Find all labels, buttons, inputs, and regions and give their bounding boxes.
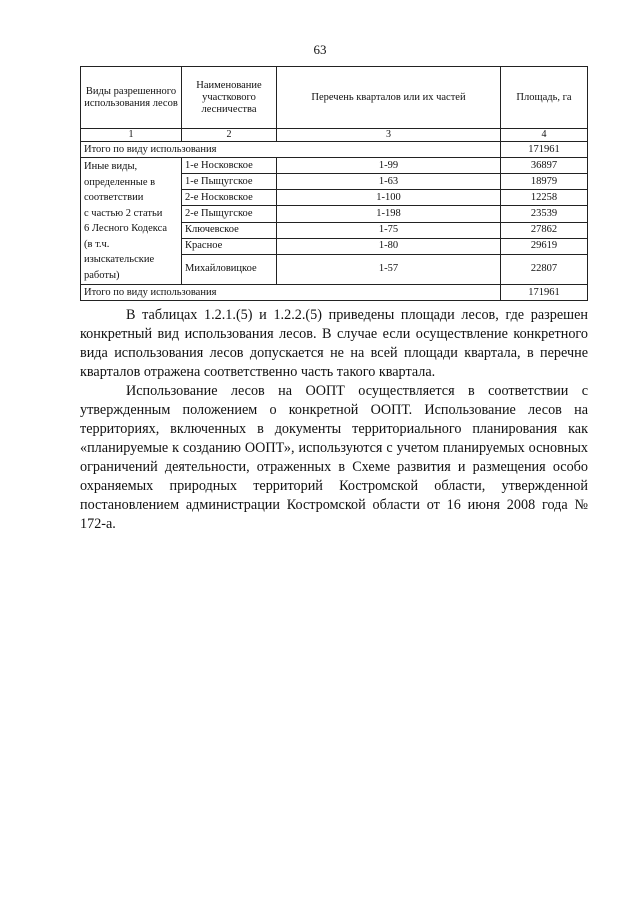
area-value: 12258 [501, 190, 588, 206]
header-area: Площадь, га [501, 67, 588, 129]
area-value: 22807 [501, 254, 588, 284]
header-quarters: Перечень кварталов или их частей [277, 67, 501, 129]
use-type-line: соответствии [84, 192, 144, 203]
area-value: 36897 [501, 158, 588, 174]
forestry-name: Михайловицкое [182, 254, 277, 284]
use-type-description [81, 158, 182, 285]
column-number: 4 [501, 129, 588, 142]
use-type-line: Иные виды, [84, 161, 138, 172]
body-text [80, 306, 588, 534]
page-number: 63 [313, 42, 327, 57]
use-type-line: (в т.ч. [84, 238, 110, 250]
forest-use-table [80, 66, 588, 301]
quarters-range: 1-63 [277, 174, 501, 190]
header-forestry: Наименование участкового лесничества [182, 67, 277, 129]
column-number: 2 [182, 129, 277, 142]
forestry-name: 1-е Носковское [182, 158, 277, 174]
use-type-line: 6 Лесного Кодекса [84, 223, 168, 234]
forestry-name: 1-е Пыщугское [182, 174, 277, 190]
paragraph: Использование лесов на ООПТ осуществляется в соответствии с утвержденным положением о конкретной ООПТ. Использование лесов на территориях, включенных в документы территориального планирования как «планируемые к созданию ООПТ», используются с учетом планируемых основных ограничений деятельности, отраженных в Схеме развития и размещения особо охраняемых природных территорий Костромской области, утвержденной постановлением администрации Костромской области от 16 июня 2008 года № 172-а. [80, 383, 588, 532]
quarters-range: 1-198 [277, 206, 501, 222]
column-number-row [81, 129, 588, 142]
column-number: 1 [81, 129, 182, 142]
area-value: 18979 [501, 174, 588, 190]
total-label: Итого по виду использования [81, 142, 501, 158]
forestry-name: 2-е Пыщугское [182, 206, 277, 222]
area-value: 29619 [501, 238, 588, 254]
total-row-bottom [81, 285, 588, 301]
quarters-range: 1-80 [277, 238, 501, 254]
forestry-name: 2-е Носковское [182, 190, 277, 206]
quarters-range: 1-99 [277, 158, 501, 174]
use-type-line: с частью 2 статьи [84, 207, 163, 219]
column-number: 3 [277, 129, 501, 142]
quarters-range: 1-75 [277, 222, 501, 238]
forestry-name: Ключевское [182, 222, 277, 238]
quarters-range: 1-100 [277, 190, 501, 206]
use-type-line: работы) [84, 269, 120, 281]
area-value: 27862 [501, 222, 588, 238]
total-row-top [81, 142, 588, 158]
area-value: 23539 [501, 206, 588, 222]
quarters-range: 1-57 [277, 254, 501, 284]
forestry-name: Красное [182, 238, 277, 254]
total-label: Итого по виду использования [81, 285, 501, 301]
table-row [81, 158, 588, 174]
use-type-line: изыскательские [84, 254, 155, 265]
table-header-row [81, 67, 588, 129]
header-type: Виды разрешенного использования лесов [81, 67, 182, 129]
total-value: 171961 [501, 285, 588, 301]
total-value: 171961 [501, 142, 588, 158]
use-type-line: определенные в [84, 176, 156, 188]
paragraph: В таблицах 1.2.1.(5) и 1.2.2.(5) приведены площади лесов, где разрешен конкретный вид использования лесов. В случае если осуществление конкретного вида использования лесов допускается не на всей площади квартала, в перечне кварталов отражена соответственно часть такого квартала. [80, 307, 588, 380]
